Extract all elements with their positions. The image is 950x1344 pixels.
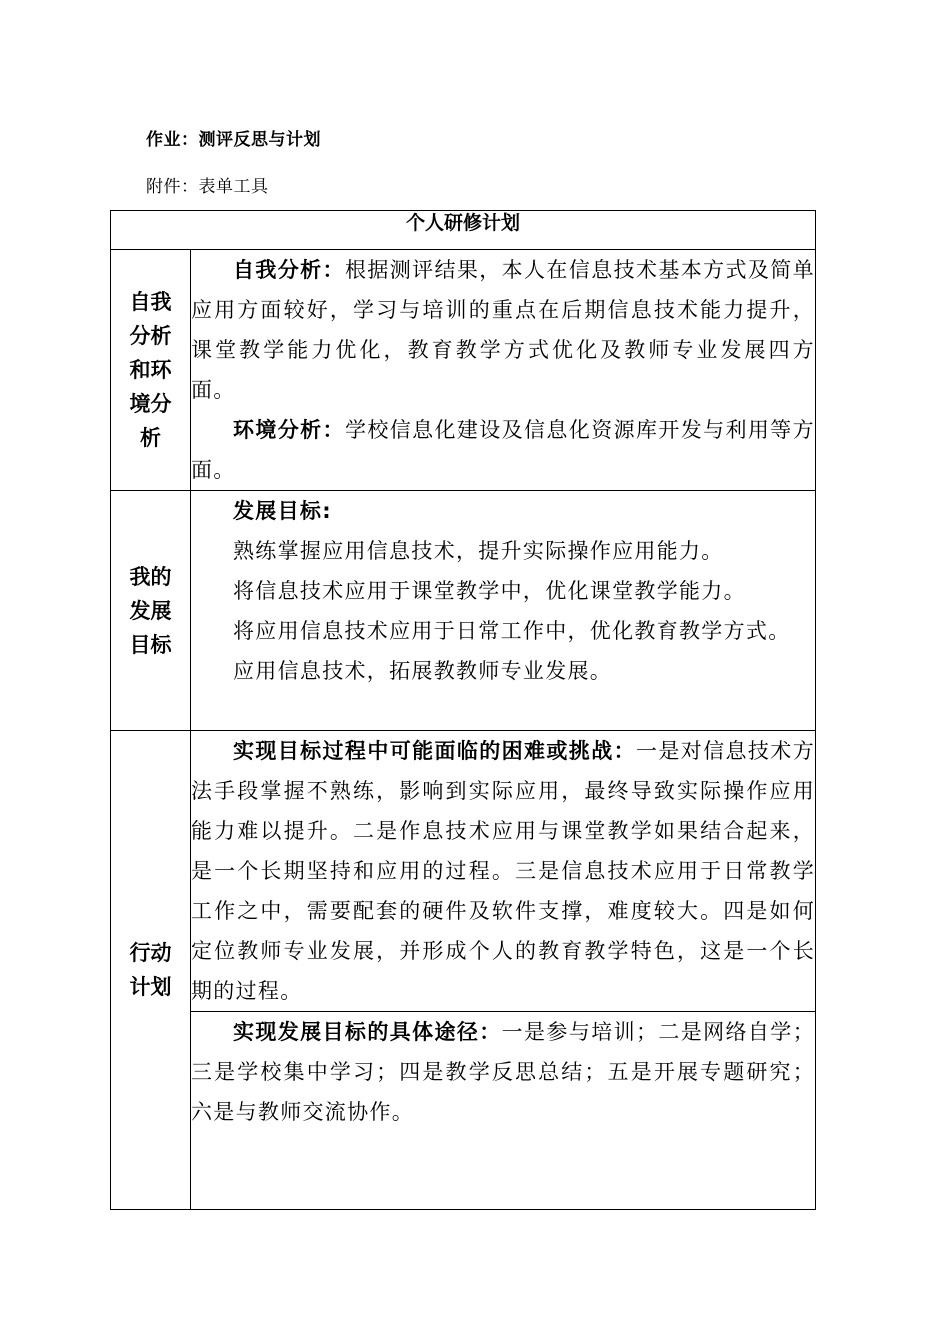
row-label-action-plan: 行动 计划 — [111, 731, 191, 1210]
attachment-label: 附件：表单工具 — [146, 177, 269, 197]
challenges-paragraph: 实现目标过程中可能面临的困难或挑战：一是对信息技术方法手段掌握不熟练，影响到实际应用，最终导致实际操作应用能力难以提升。二是作息技术应用与课堂教学如果结合起来，是一个长期坚持和应用的过程。三是信息技术应用于日常教学工作之中，需要配套的硬件及软件支撑，难度较大。四是如何定位教师专业发展，并形成个人的教育教学特色，这是一个长期的过程。 — [191, 739, 815, 1003]
row-label-self-analysis: 自我 分析 和环 境分 析 — [111, 250, 191, 491]
row-label-development-goals: 我的 发展 目标 — [111, 491, 191, 731]
homework-title: 作业：测评反思与计划 — [146, 130, 321, 150]
challenges-content — [191, 731, 816, 1012]
self-analysis-content — [191, 250, 816, 491]
table-title: 个人研修计划 — [111, 211, 816, 250]
goal-item: 熟练掌握应用信息技术，提升实际操作应用能力。 — [233, 539, 724, 563]
goal-item: 将信息技术应用于课堂教学中，优化课堂教学能力。 — [233, 579, 746, 603]
self-analysis-paragraph: 自我分析：根据测评结果，本人在信息技术基本方式及简单应用方面较好，学习与培训的重点在后期信息技术能力提升，课堂教学能力优化，教育教学方式优化及教师专业发展四方面。 — [191, 258, 815, 402]
development-goals-content — [191, 491, 816, 731]
personal-study-plan-table — [110, 210, 816, 1210]
approaches-paragraph: 实现发展目标的具体途径：一是参与培训；二是网络自学；三是学校集中学习；四是教学反思总结；五是开展专题研究；六是与教师交流协作。 — [191, 1020, 815, 1124]
approaches-content — [191, 1012, 816, 1210]
environment-analysis-paragraph: 环境分析：学校信息化建设及信息化资源库开发与利用等方面。 — [191, 418, 815, 482]
goal-item: 应用信息技术，拓展教教师专业发展。 — [233, 659, 613, 683]
goals-heading: 发展目标: — [233, 499, 332, 523]
goal-item: 将应用信息技术应用于日常工作中，优化教育教学方式。 — [233, 619, 791, 643]
